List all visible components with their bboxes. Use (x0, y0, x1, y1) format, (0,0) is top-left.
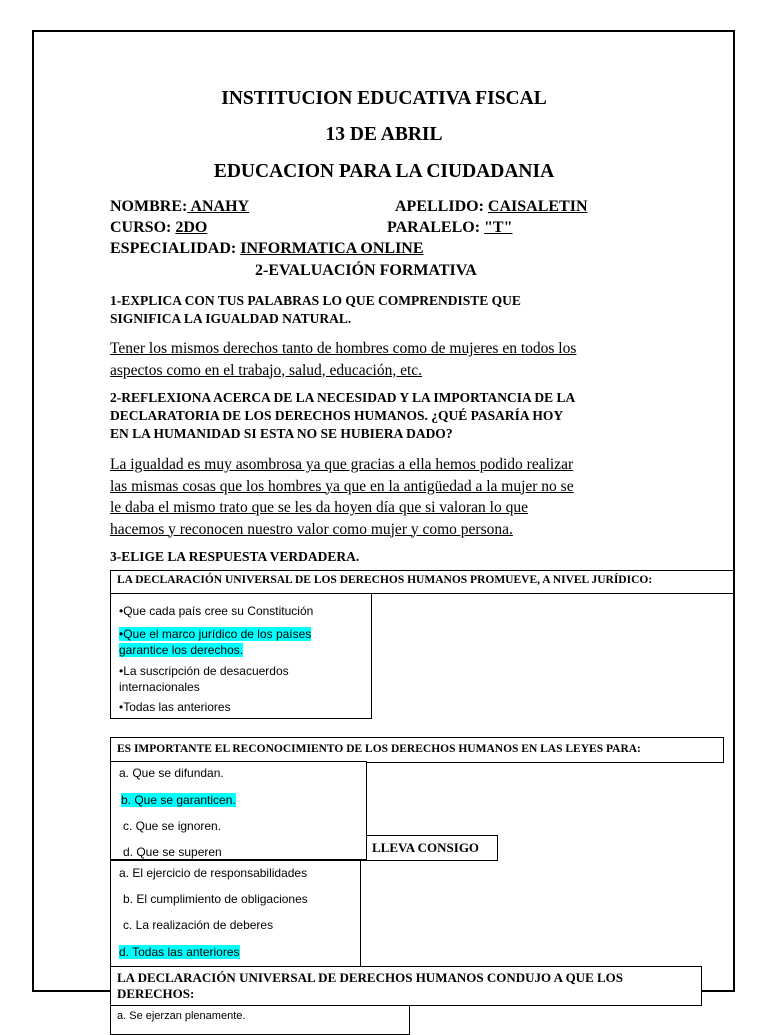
block-4-header-line-1: LA DECLARACIÓN UNIVERSAL DE DERECHOS HUMANOS CONDUJO A QUE LOS (117, 970, 623, 985)
block-1-header (110, 570, 734, 594)
block-1-options (110, 593, 372, 719)
question-2-line-2: DECLARATORIA DE LOS DERECHOS HUMANOS. ¿QUÉ PASARÍA HOY (110, 408, 564, 423)
nombre-label: NOMBRE: (110, 198, 188, 215)
question-1 (110, 292, 690, 328)
block-3-options (110, 860, 361, 968)
apellido-row (395, 198, 588, 216)
block-4-header (110, 966, 702, 1006)
block-2-option-d: d. Que se superen (123, 845, 222, 859)
block-2-option-b: b. Que se garanticen. (121, 793, 236, 807)
block-2-option-a: a. Que se difundan. (119, 766, 224, 780)
nombre-row (110, 198, 249, 216)
block-1-option-2: •Que el marco jurídico de los países garantice los derechos. (119, 627, 312, 657)
school-name: INSTITUCION EDUCATIVA FISCAL (221, 88, 547, 109)
answer-2-line-1: La igualdad es muy asombrosa ya que gracias a ella hemos podido realizar (110, 456, 574, 473)
answer-2 (110, 454, 710, 540)
answer-2-line-4: hacemos y reconocen nuestro valor como mujer y como persona. (110, 520, 513, 538)
block-3-option-c: c. La realización de deberes (123, 918, 274, 932)
block-2-options (110, 761, 367, 860)
answer-1-line-1: Tener los mismos derechos tanto de hombres como de mujeres en todos los (110, 340, 577, 357)
block-3-header-text: LLEVA CONSIGO (372, 840, 480, 855)
block-3-option-d: d. Todas las anteriores (119, 945, 240, 959)
block-2-header-text: ES IMPORTANTE EL RECONOCIMIENTO DE LOS DERECHOS HUMANOS EN LAS LEYES PARA: (117, 743, 641, 755)
block-1-header-text: LA DECLARACIÓN UNIVERSAL DE LOS DERECHOS HUMANOS PROMUEVE, A NIVEL JURÍDICO: (117, 574, 653, 586)
nombre-value: ANAHY (187, 198, 250, 215)
apellido-value: CAISALETIN (487, 198, 588, 215)
block-3-option-b: b. El cumplimiento de obligaciones (123, 892, 308, 906)
question-2-line-1: 2-REFLEXIONA ACERCA DE LA NECESIDAD Y LA IMPORTANCIA DE LA (110, 390, 576, 405)
block-2-header (110, 737, 724, 763)
especialidad-value: INFORMATICA ONLINE (240, 240, 424, 257)
question-2 (110, 389, 690, 443)
answer-1 (110, 338, 710, 381)
curso-value: 2DO (175, 219, 208, 236)
paralelo-value: "T" (484, 219, 513, 236)
answer-1-line-2: aspectos como en el trabajo, salud, educación, etc. (110, 361, 423, 379)
block-4-header-line-2: DERECHOS: (117, 986, 195, 1001)
block-3-header (355, 835, 498, 861)
especialidad-row (110, 240, 424, 258)
question-2-line-3: EN LA HUMANIDAD SI ESTA NO SE HUBIERA DADO? (110, 426, 453, 441)
apellido-label: APELLIDO: (395, 198, 484, 215)
block-2-option-c: c. Que se ignoren. (123, 819, 222, 833)
block-1-option-1: •Que cada país cree su Constitución (119, 604, 314, 618)
paralelo-row (387, 219, 512, 237)
block-4-header-text (111, 967, 701, 1005)
block-1-option-4: •Todas las anteriores (119, 700, 231, 714)
paralelo-label: PARALELO: (387, 219, 481, 236)
answer-2-line-3: le daba el mismo trato que se les da hoyen día que si valoran lo que (110, 499, 528, 516)
especialidad-label: ESPECIALIDAD: (110, 240, 237, 257)
question-1-line-2: SIGNIFICA LA IGUALDAD NATURAL. (110, 311, 352, 326)
question-1-line-1: 1-EXPLICA CON TUS PALABRAS LO QUE COMPRENDISTE QUE (110, 293, 521, 308)
school-subtitle: 13 DE ABRIL (325, 124, 443, 145)
curso-label: CURSO: (110, 219, 172, 236)
block-4-option-a: a. Se ejerzan plenamente. (117, 1010, 246, 1022)
evaluation-title: 2-EVALUACIÓN FORMATIVA (255, 262, 477, 279)
block-3-option-a: a. El ejercicio de responsabilidades (119, 866, 308, 880)
curso-row (110, 219, 207, 237)
subject-title: EDUCACION PARA LA CIUDADANIA (213, 161, 555, 182)
block-1-option-3: •La suscripción de desacuerdos internacionales (119, 664, 289, 694)
answer-2-line-2: las mismas cosas que los hombres ya que en la antigüedad a la mujer no se (110, 477, 574, 495)
block-4-options (110, 1005, 410, 1035)
question-3-title: 3-ELIGE LA RESPUESTA VERDADERA. (110, 549, 360, 564)
